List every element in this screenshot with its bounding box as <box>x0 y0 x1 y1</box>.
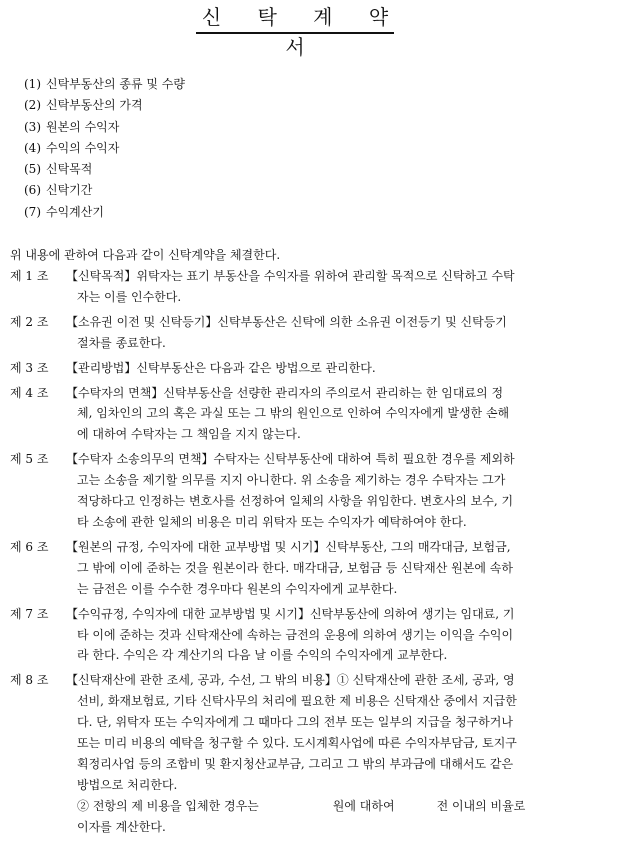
article-line: 에 대하여 수탁자는 그 책임을 지지 않는다. <box>77 427 301 442</box>
article-number: 제 3 조 <box>10 360 49 375</box>
article-8 <box>10 670 616 837</box>
article-line: 라 한다. 수익은 각 계산기의 다음 날 이를 수익의 수익자에게 교부한다. <box>77 648 448 663</box>
article-body <box>66 537 616 600</box>
item-text: 신탁부동산의 가격 <box>46 98 143 113</box>
item-number: (5) <box>24 162 41 177</box>
contract-item <box>24 117 185 138</box>
contract-item <box>24 202 185 223</box>
article-6 <box>10 537 616 600</box>
contract-items-list <box>24 74 185 223</box>
para2-part3: 전 이내의 비율로 <box>436 798 526 813</box>
article-3 <box>10 358 616 379</box>
article-line: 다. 단, 위탁자 또는 수익자에게 그 때마다 그의 전부 또는 일부의 지급을 청구하거나 <box>77 715 513 730</box>
para2-part1: ② 전항의 제 비용을 입체한 경우는 <box>77 798 259 813</box>
article-number: 제 5 조 <box>10 452 49 467</box>
article-line: 【관리방법】신탁부동산은 다음과 같은 방법으로 관리한다. <box>66 360 376 375</box>
article-line: 타 이에 준하는 것과 신탁재산에 속하는 금전의 운용에 의하여 생기는 이익을 수익이 <box>77 627 514 642</box>
article-line: 획정리사업 등의 조합비 및 환지청산교부금, 그리고 그 밖의 부과금에 대해서도 같은 <box>77 756 514 771</box>
contract-item <box>24 159 185 180</box>
article-line: 그 밖에 이에 준하는 것을 원본이라 한다. 매각대금, 보험금 등 신탁재산 원본에 속하 <box>77 560 513 575</box>
document-title-box <box>196 2 404 59</box>
article-1 <box>10 266 616 308</box>
contract-item <box>24 95 185 116</box>
article-number: 제 1 조 <box>10 269 49 283</box>
item-text: 신탁기간 <box>46 183 93 198</box>
article-body <box>66 312 616 354</box>
article-line: 【소유권 이전 및 신탁등기】신탁부동산은 신탁에 의한 소유권 이전등기 및 신탁등기 <box>66 314 507 329</box>
article-line: 선비, 화재보험료, 기타 신탁사무의 처리에 필요한 제 비용은 신탁재산 중에서 지급한 <box>77 694 517 709</box>
article-4 <box>10 383 616 446</box>
article-line: 적당하다고 인정하는 변호사를 선정하여 일체의 사항을 위임한다. 변호사의 보수, 기 <box>77 494 514 509</box>
article-number: 제 8 조 <box>10 673 49 688</box>
contract-item <box>24 74 185 95</box>
article-body <box>66 358 616 379</box>
article-line: 자는 이를 인수한다. <box>77 289 182 304</box>
article-line: 【수탁자의 면책】신탁부동산을 선량한 관리자의 주의로서 관리하는 한 임대료의 정 <box>66 385 504 400</box>
intro-sentence: 위 내용에 관하여 다음과 같이 신탁계약을 체결한다. <box>10 248 281 262</box>
article-line: 【신탁목적】위탁자는 표기 부동산을 수익자를 위하여 관리할 목적으로 신탁하고 수탁 <box>66 269 515 283</box>
item-number: (7) <box>24 204 41 219</box>
articles-section <box>10 266 616 842</box>
article-5 <box>10 449 616 533</box>
article8-paragraph2-line2: 이자를 계산한다. <box>77 819 166 834</box>
article-2 <box>10 312 616 354</box>
contract-item <box>24 138 185 159</box>
article-body <box>66 383 616 446</box>
article-line: 【수익규정, 수익자에 대한 교부방법 및 시기】신탁부동산에 의하여 생기는 임대료, 기 <box>66 606 515 621</box>
article-body <box>66 670 616 837</box>
article-number: 제 2 조 <box>10 314 49 329</box>
article-line: 타 소송에 관한 일체의 비용은 미리 위탁자 또는 수익자가 예탁하여야 한다. <box>77 514 467 529</box>
document-title: 신 탁 계 약 서 <box>201 5 404 59</box>
article-line: 는 금전은 이를 수수한 경우마다 원본의 수익자에게 교부한다. <box>77 581 398 596</box>
article-number: 제 4 조 <box>10 385 49 400</box>
article-line: 【수탁자 소송의무의 면책】수탁자는 신탁부동산에 대하여 특히 필요한 경우를 제외하 <box>66 452 515 467</box>
item-text: 신탁부동산의 종류 및 수량 <box>46 77 185 91</box>
article-number: 제 6 조 <box>10 539 49 554</box>
item-number: (3) <box>24 119 41 134</box>
article-body <box>66 449 616 533</box>
article-line: 【원본의 규정, 수익자에 대한 교부방법 및 시기】신탁부동산, 그의 매각대금, 보험금, <box>66 539 511 554</box>
item-number: (6) <box>24 183 41 198</box>
article-number: 제 7 조 <box>10 606 49 621</box>
article-line: 절차를 종료한다. <box>77 335 166 350</box>
item-text: 신탁목적 <box>46 162 93 177</box>
item-text: 수익계산기 <box>46 204 104 219</box>
article-body <box>66 604 616 667</box>
article-line: 방법으로 처리한다. <box>77 777 178 792</box>
article-line: 체, 임차인의 고의 혹은 과실 또는 그 밖의 원인으로 인하여 수익자에게 발생한 손해 <box>77 406 510 421</box>
article8-paragraph2-line1 <box>66 796 616 817</box>
item-text: 수익의 수익자 <box>46 140 120 155</box>
item-number: (1) <box>24 77 41 91</box>
article-body <box>66 266 616 308</box>
contract-item <box>24 180 185 201</box>
item-number: (4) <box>24 140 41 155</box>
article-line: 【신탁재산에 관한 조세, 공과, 수선, 그 밖의 비용】① 신탁재산에 관한 조세, 공과, 영 <box>66 673 515 688</box>
item-number: (2) <box>24 98 41 113</box>
para2-part2: 원에 대하여 <box>332 798 395 813</box>
article-7 <box>10 604 616 667</box>
item-text: 원본의 수익자 <box>46 119 120 134</box>
article-line: 또는 미리 비용의 예탁을 청구할 수 있다. 도시계획사업에 따른 수익자부담금, 토지구 <box>77 736 517 751</box>
article-line: 고는 소송을 제기할 의무를 지지 아니한다. 위 소송을 제기하는 경우 수탁자는 그가 <box>77 473 506 488</box>
